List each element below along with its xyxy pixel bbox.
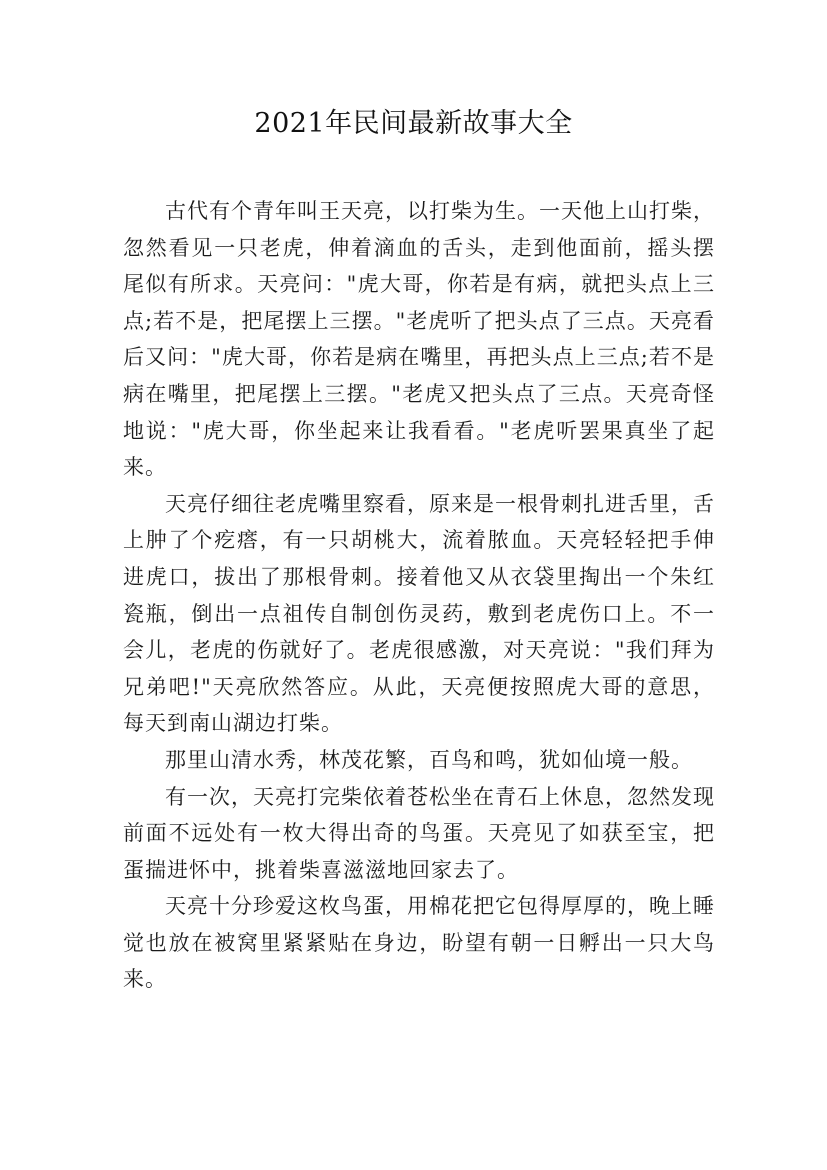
paragraph-4: 有一次，天亮打完柴依着苍松坐在青石上休息，忽然发现前面不远处有一枚大得出奇的鸟蛋。天亮见了如获至宝，把蛋揣进怀中，挑着柴喜滋滋地回家去了。 [123, 784, 715, 882]
paragraph-2: 天亮仔细往老虎嘴里察看，原来是一根骨刺扎进舌里，舌上肿了个疙瘩，有一只胡桃大，流着脓血。天亮轻轻把手伸进虎口，拔出了那根骨刺。接着他又从衣袋里掏出一个朱红瓷瓶，倒出一点祖传自制创伤灵药，敷到老虎伤口上。不一会儿，老虎的伤就好了。老虎很感激，对天亮说："我们拜为兄弟吧!"天亮欣然答应。从此，天亮便按照虎大哥的意思，每天到南山湖边打柴。 [123, 491, 715, 736]
document-body [123, 193, 715, 998]
paragraph-5: 天亮十分珍爱这枚鸟蛋，用棉花把它包得厚厚的，晚上睡觉也放在被窝里紧紧贴在身边，盼望有朝一日孵出一只大鸟来。 [123, 894, 715, 992]
document-title: 2021年民间最新故事大全 [254, 108, 573, 139]
paragraph-3: 那里山清水秀，林茂花繁，百鸟和鸣，犹如仙境一般。 [165, 747, 693, 772]
paragraph-1: 古代有个青年叫王天亮，以打柴为生。一天他上山打柴，忽然看见一只老虎，伸着滴血的舌头，走到他面前，摇头摆尾似有所求。天亮问："虎大哥，你若是有病，就把头点上三点;若不是，把尾摆上三摆。"老虎听了把头点了三点。天亮看后又问："虎大哥，你若是病在嘴里，再把头点上三点;若不是病在嘴里，把尾摆上三摆。"老虎又把头点了三点。天亮奇怪地说："虎大哥，你坐起来让我看看。"老虎听罢果真坐了起来。 [123, 199, 715, 480]
